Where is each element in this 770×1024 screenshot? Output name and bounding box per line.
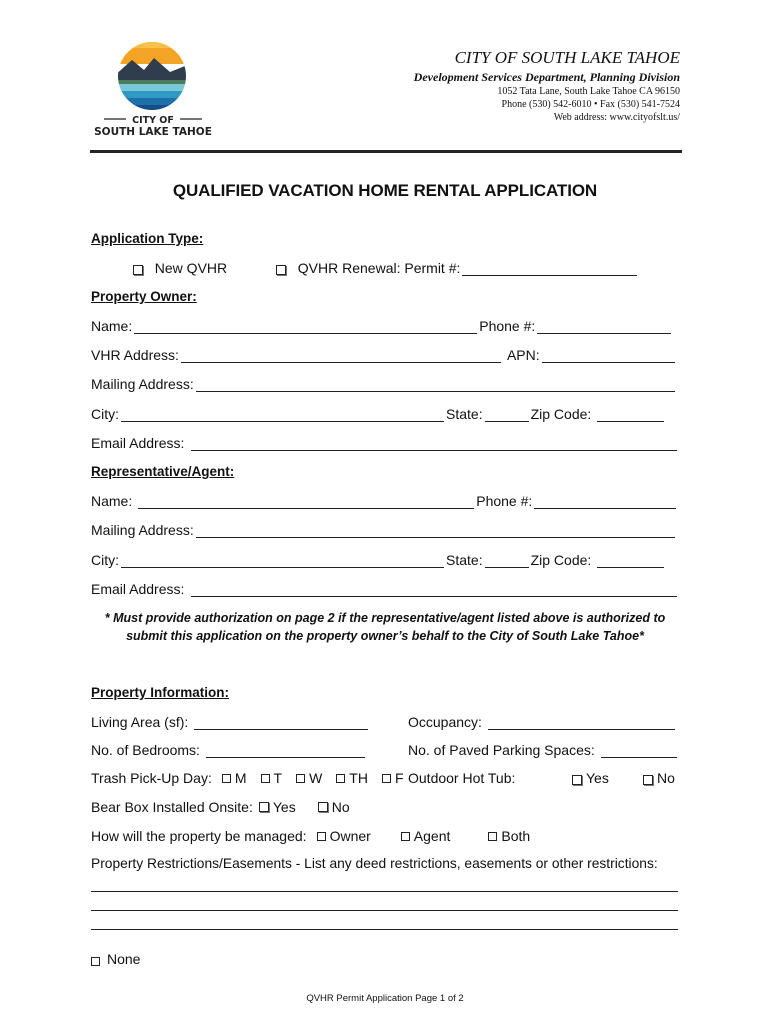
managed-both-checkbox[interactable] [488,832,497,841]
trash-day-th[interactable] [336,770,368,786]
bear-box-no-checkbox[interactable] [318,802,328,812]
header-rule [90,150,682,153]
web-address: Web address: www.cityofslt.us/ [553,112,680,123]
vhr-address-row [91,347,677,363]
owner-zip-field[interactable] [597,408,664,422]
property-info-heading: Property Information: [91,685,230,700]
trash-th-label: TH [349,770,368,786]
vhr-address-label: VHR Address: [91,347,179,363]
application-type-heading: Application Type: [91,231,204,246]
bedrooms-row [91,742,367,758]
agent-email-label: Email Address: [91,581,185,597]
owner-email-label: Email Address: [91,435,185,451]
trash-day-w[interactable] [296,770,322,786]
living-area-label: Living Area (sf): [91,714,189,730]
agent-state-label: State: [446,552,483,568]
agent-email-field[interactable] [191,583,677,597]
new-qvhr-label: New QVHR [154,260,228,276]
new-qvhr-checkbox[interactable] [133,265,143,275]
owner-phone-label: Phone #: [479,318,536,334]
hot-tub-yes[interactable] [572,770,609,786]
logo-line2: SOUTH LAKE TAHOE [94,126,212,138]
page-footer: QVHR Permit Application Page 1 of 2 [306,993,464,1004]
hot-tub-no[interactable] [643,770,675,786]
bear-box-yes-checkbox[interactable] [259,802,269,812]
note-line-1: * Must provide authorization on page 2 if the representative/agent listed above is authorized to [104,611,666,625]
phone-fax: Phone (530) 542-6010 • Fax (530) 541-7524 [501,99,680,110]
bear-box-yes-label: Yes [272,799,296,815]
trash-m-checkbox[interactable] [222,774,231,783]
renewal-option[interactable] [276,260,639,276]
agent-mailing-row [91,522,677,538]
city-title: CITY OF SOUTH LAKE TAHOE [454,48,680,67]
department: Development Services Department, Planning Division [413,70,680,84]
owner-city-row [91,406,666,422]
agent-mailing-label: Mailing Address: [91,522,194,538]
managed-owner-checkbox[interactable] [317,832,326,841]
restrictions-line-1[interactable] [91,891,678,892]
agent-city-label: City: [91,552,119,568]
note-line-2: submit this application on the property owner’s behalf to the City of South Lake Tahoe* [126,629,644,643]
bear-box-no[interactable] [318,799,350,815]
vhr-address-field[interactable] [181,349,501,363]
restrictions-row [91,856,658,871]
owner-phone-field[interactable] [537,320,671,334]
trash-w-label: W [309,770,323,786]
bear-box-no-label: No [331,799,350,815]
bedrooms-label: No. of Bedrooms: [91,742,200,758]
restrictions-line-3[interactable] [91,929,678,930]
parking-row [408,742,679,758]
owner-city-label: City: [91,406,119,422]
city-logo [92,36,222,138]
agent-mailing-field[interactable] [196,524,675,538]
trash-row [91,770,404,786]
owner-mailing-label: Mailing Address: [91,376,194,392]
owner-name-field[interactable] [134,320,477,334]
agent-city-row [91,552,666,568]
hot-tub-no-label: No [657,770,675,786]
occupancy-row [408,714,677,730]
owner-mailing-row [91,376,677,392]
hot-tub-yes-label: Yes [586,770,609,786]
owner-zip-label: Zip Code: [530,406,592,422]
agent-phone-label: Phone #: [476,493,533,509]
owner-email-field[interactable] [191,437,677,451]
none-checkbox[interactable] [91,957,100,966]
address: 1052 Tata Lane, South Lake Tahoe CA 96150 [497,86,680,97]
restrictions-label: Property Restrictions/Easements - List any deed restrictions, easements or other restrictions: [91,856,658,871]
parking-label: No. of Paved Parking Spaces: [408,742,595,758]
document-title: QUALIFIED VACATION HOME RENTAL APPLICATION [172,181,598,200]
trash-th-checkbox[interactable] [336,774,345,783]
occupancy-field[interactable] [488,716,675,730]
hot-tub-yes-checkbox[interactable] [572,775,582,785]
agent-name-label: Name: [91,493,133,509]
agent-phone-field[interactable] [534,495,676,509]
owner-city-field[interactable] [121,408,444,422]
trash-day-t[interactable] [261,770,283,786]
managed-agent[interactable] [401,828,451,844]
agent-heading: Representative/Agent: [91,464,235,479]
renewal-label: QVHR Renewal: Permit #: [297,260,461,276]
agent-name-field[interactable] [138,495,474,509]
owner-name-row [91,318,673,334]
managed-owner[interactable] [317,828,371,844]
trash-m-label: M [234,770,247,786]
header-contact [414,48,680,124]
trash-day-m[interactable] [222,770,247,786]
property-owner-heading: Property Owner: [91,289,197,304]
living-area-row [91,714,370,730]
apn-label: APN: [506,347,540,363]
managed-both-label: Both [501,828,531,844]
managed-agent-label: Agent [413,828,451,844]
agent-state-field[interactable] [485,554,529,568]
apn-field[interactable] [542,349,675,363]
bear-box-yes[interactable] [259,799,296,815]
managed-owner-label: Owner [329,828,371,844]
trash-t-label: T [273,770,283,786]
restrictions-line-2[interactable] [91,910,678,911]
hot-tub-label-wrap [408,770,515,786]
trash-day-f[interactable] [382,770,404,786]
renewal-checkbox[interactable] [276,265,286,275]
agent-city-field[interactable] [121,554,444,568]
owner-state-label: State: [446,406,483,422]
owner-name-label: Name: [91,318,133,334]
agent-email-row [91,581,679,597]
trash-t-checkbox[interactable] [261,774,270,783]
bear-box-row [91,799,350,815]
permit-number-field[interactable] [462,262,637,276]
new-qvhr-option[interactable] [133,260,227,276]
trash-label: Trash Pick-Up Day: [91,770,212,786]
trash-f-checkbox[interactable] [382,774,391,783]
none-label: None [107,951,141,967]
hot-tub-no-checkbox[interactable] [643,775,653,785]
agent-zip-label: Zip Code: [530,552,592,568]
logo-line1: CITY OF [132,115,174,126]
city-logo-graphic [92,36,222,138]
bear-box-label: Bear Box Installed Onsite: [91,799,253,815]
trash-f-label: F [394,770,404,786]
trash-w-checkbox[interactable] [296,774,305,783]
none-option[interactable] [91,951,140,967]
living-area-field[interactable] [194,716,368,730]
managed-row [91,828,530,844]
owner-email-row [91,435,679,451]
managed-agent-checkbox[interactable] [401,832,410,841]
agent-name-row [91,493,678,509]
bedrooms-field[interactable] [206,744,365,758]
owner-mailing-field[interactable] [196,378,675,392]
authorization-note [0,609,770,645]
managed-both[interactable] [488,828,530,844]
occupancy-label: Occupancy: [408,714,482,730]
owner-state-field[interactable] [485,408,529,422]
managed-label: How will the property be managed: [91,828,307,844]
agent-zip-field[interactable] [597,554,664,568]
parking-field[interactable] [601,744,677,758]
hot-tub-label: Outdoor Hot Tub: [408,770,516,786]
